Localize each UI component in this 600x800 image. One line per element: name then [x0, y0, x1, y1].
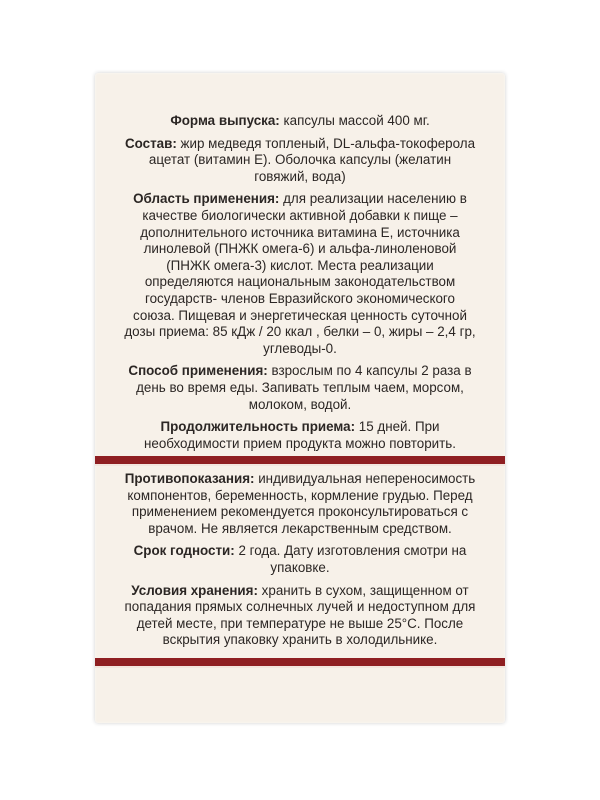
duration-text: 15 дней. При необходимости прием продукта можно повторить. — [144, 419, 456, 451]
release-form-label: Форма выпуска: — [170, 113, 280, 128]
composition-paragraph — [95, 136, 505, 186]
usage-text: взрослым по 4 капсулы 2 раза в день во время еды. Запивать теплым чаем, морсом, молоком, водой. — [136, 363, 472, 412]
contraindications-text: индивидуальная непереносимость компонентов, беременность, кормление грудью. Перед применением рекомендуется проконсультироваться с врачом. Не является лекарственным средством. — [127, 471, 476, 536]
application-text: для реализации населению в качестве биологически активной добавки к пище – дополнительного источника витамина Е, источника линолевой (ПНЖК омега-6) и альфа-линоленовой (ПНЖК омега-3) кислот. Места реализации определяются национальным законодательством государств- членов Евразийского экономического союза. Пищевая и энергетическая ценность суточной дозы приема: 85 кДж / 20 ккал , белки – 0, жиры – 2,4 гр, углеводы-0. — [124, 191, 476, 356]
usage-label: Способ применения: — [128, 363, 268, 379]
application-label: Область применения: — [133, 191, 280, 207]
lower-text-section — [95, 471, 505, 655]
duration-label: Продолжительность приема: — [160, 419, 356, 435]
shelf-life-label: Срок годности: — [133, 543, 235, 559]
shelf-life-text: 2 года. Дату изготовления смотри на упаковке. — [234, 543, 467, 575]
composition-text: жир медведя топленый, DL-альфа-токоферола ацетат (витамин Е). Оболочка капсулы (желатин говяжий, вода) — [148, 135, 476, 184]
contraindications-paragraph — [95, 471, 505, 537]
usage-paragraph — [95, 363, 505, 413]
release-form-paragraph — [95, 113, 505, 130]
duration-paragraph — [95, 419, 505, 452]
release-form-text: капсулы массой 400 мг. — [279, 113, 430, 128]
package-panel — [95, 73, 505, 723]
application-paragraph — [95, 191, 505, 357]
shelf-life-paragraph — [95, 543, 505, 576]
storage-label: Условия хранения: — [131, 582, 258, 598]
upper-text-section — [95, 113, 505, 458]
top-red-stripe — [95, 456, 505, 464]
contraindications-label: Противопоказания: — [124, 471, 255, 486]
bottom-red-stripe — [95, 658, 505, 666]
storage-text: хранить в сухом, защищенном от попадания прямых солнечных лучей и недоступном для детей месте, при температуре не выше 25°С. После вскрытия упаковку хранить в холодильнике. — [124, 582, 476, 648]
composition-label: Состав: — [124, 135, 177, 151]
storage-paragraph — [95, 583, 505, 649]
